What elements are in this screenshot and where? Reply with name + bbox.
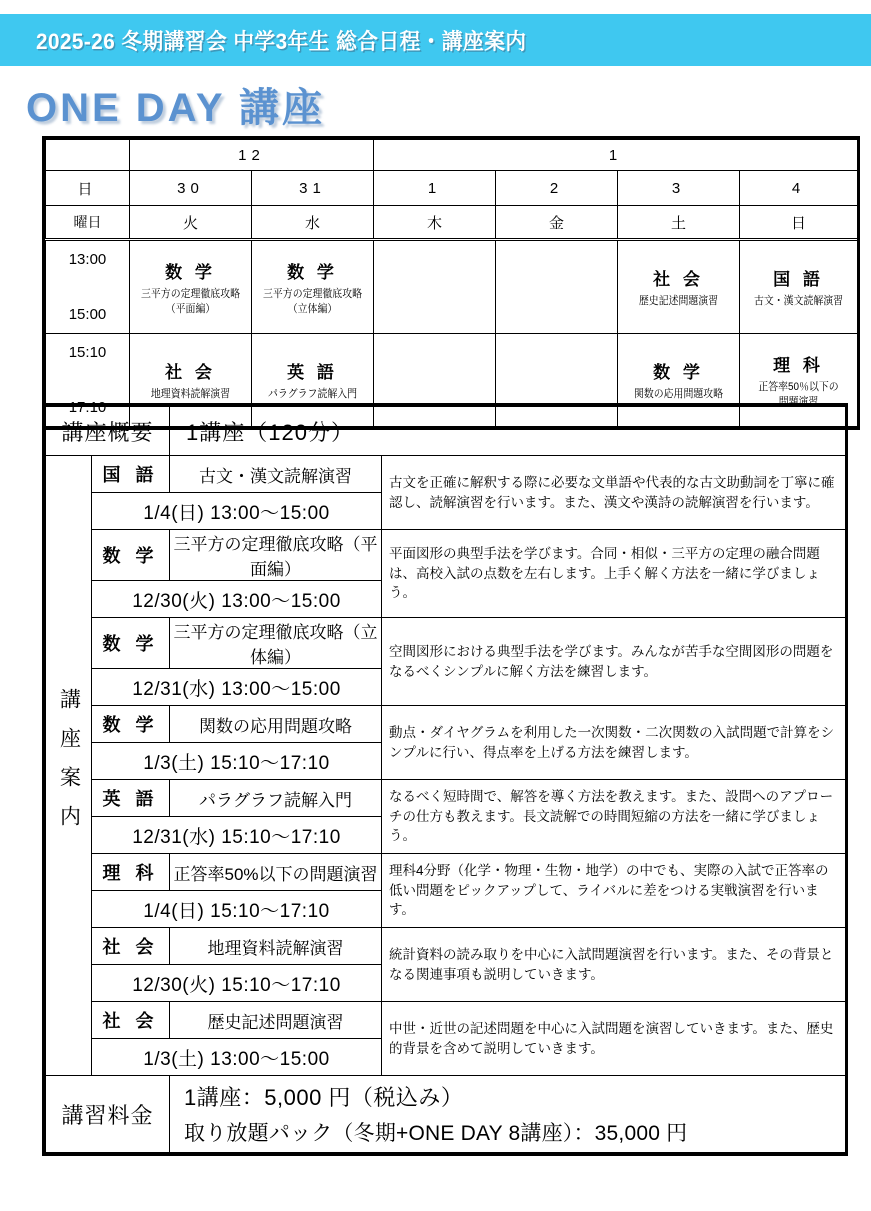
- course-row-5-title: [46, 854, 846, 891]
- schedule-month-row: [46, 140, 858, 171]
- course-4-title: パラグラフ読解入門: [170, 780, 382, 817]
- course-row-3-title: [46, 706, 846, 743]
- schedule-weekday-row: [46, 206, 858, 240]
- schedule-weekday-5: 日: [740, 206, 858, 240]
- course-1-title: 三平方の定理徹底攻略（平面編）: [170, 530, 382, 581]
- course-6-desc: 統計資料の読み取りを中心に入試問題演習を行います。また、その背景となる関連事項も説明していきます。: [382, 928, 846, 1002]
- course-3-desc: 動点・ダイヤグラムを利用した一次関数・二次関数の入試問題で計算をシンプルに行い、得点率を上げる方法を練習します。: [382, 706, 846, 780]
- schedule-cell-1-4-desc1: 関数の応用問題攻略: [633, 388, 724, 401]
- course-6-subject: 社 会: [92, 928, 170, 965]
- schedule-cell-0-1-desc1: 三平方の定理徹底攻略: [263, 287, 362, 300]
- course-0-desc: 古文を正確に解釈する際に必要な文単語や代表的な古文助動詞を丁寧に確認し、読解演習を行います。また、漢文や漢詩の読解演習を行います。: [382, 456, 846, 530]
- course-0-title: 古文・漢文読解演習: [170, 456, 382, 493]
- course-2-desc: 空間図形における典型手法を学びます。みんなが苦手な空間図形の問題をなるべくシンプルに解く方法を練習します。: [382, 618, 846, 706]
- course-7-subject: 社 会: [92, 1002, 170, 1039]
- course-2-date: 12/31(水) 13:00～15:00: [92, 669, 382, 706]
- course-5-date: 1/4(日) 15:10～17:10: [92, 891, 382, 928]
- price-pack: 取り放題パック（冬期+ONE DAY 8講座）：35,000 円: [184, 1122, 688, 1145]
- price-value: [170, 1076, 846, 1153]
- course-6-date: 12/30(火) 15:10～17:10: [92, 965, 382, 1002]
- course-4-desc: なるべく短時間で、解答を導く方法を教えます。また、設問へのアプローチの仕方も教えます。長文読解での時間短縮の方法を一緒に学びましょう。: [382, 780, 846, 854]
- schedule-time-0-end: 15:00: [68, 306, 107, 323]
- schedule-cell-0-1-subject: 数 学: [287, 262, 338, 282]
- courses-vertical-label: [46, 456, 92, 1076]
- course-5-desc: 理科4分野（化学・物理・生物・地学）の中でも、実際の入試で正答率の低い問題をピックアップして、ライバルに差をつける実戦演習を行います。: [382, 854, 846, 928]
- schedule-day-row: [46, 171, 858, 206]
- course-5-subject: 理 科: [92, 854, 170, 891]
- schedule-cell-0-4-desc1: 歴史記述問題演習: [638, 295, 719, 308]
- overview-value: 1講座（120分）: [170, 407, 846, 456]
- course-row-4-title: [46, 780, 846, 817]
- schedule-cell-0-2: [374, 240, 496, 334]
- schedule-cell-1-5-desc2: 問題演習: [778, 395, 819, 408]
- schedule-cell-0-0-desc1: 三平方の定理徹底攻略: [141, 287, 240, 300]
- schedule-cell-1-1-desc1: パラグラフ読解入門: [267, 388, 358, 401]
- schedule-cell-0-5: [740, 240, 858, 334]
- banner-title: 2025-26 冬期講習会 中学3年生 総合日程・講座案内: [36, 28, 527, 54]
- schedule-weekday-1: 水: [252, 206, 374, 240]
- course-row-1-title: [46, 530, 846, 581]
- schedule-table-container: [42, 136, 860, 430]
- page-title: ONE DAY 講座: [26, 86, 325, 130]
- schedule-cell-0-0: [130, 240, 252, 334]
- schedule-cell-0-4-subject: 社 会: [653, 270, 704, 290]
- course-detail-container: [42, 403, 848, 1156]
- schedule-month-12: 12: [130, 140, 374, 171]
- schedule-day-1: 31: [252, 171, 374, 206]
- schedule-cell-0-1: [252, 240, 374, 334]
- course-row-0-title: [46, 456, 846, 493]
- schedule-cell-1-4-subject: 数 学: [653, 363, 704, 383]
- course-row-6-title: [46, 928, 846, 965]
- schedule-day-label: 日: [46, 171, 130, 206]
- course-2-subject: 数 学: [92, 618, 170, 669]
- schedule-weekday-4: 土: [618, 206, 740, 240]
- schedule-month-1: 1: [374, 140, 858, 171]
- course-2-title: 三平方の定理徹底攻略（立体編）: [170, 618, 382, 669]
- price-row: [46, 1076, 846, 1153]
- schedule-day-4: 3: [618, 171, 740, 206]
- schedule-day-3: 2: [496, 171, 618, 206]
- course-4-date: 12/31(水) 15:10～17:10: [92, 817, 382, 854]
- course-detail-table: [45, 406, 846, 1153]
- schedule-cell-0-1-desc2: （立体編）: [287, 302, 338, 315]
- schedule-cell-0-4: [618, 240, 740, 334]
- course-0-subject: 国 語: [92, 456, 170, 493]
- course-1-subject: 数 学: [92, 530, 170, 581]
- course-1-date: 12/30(火) 13:00～15:00: [92, 581, 382, 618]
- schedule-time-1-end: 17:10: [68, 399, 107, 416]
- schedule-cell-0-0-subject: 数 学: [165, 262, 216, 282]
- price-single-course: 1講座：5,000 円（税込み）: [184, 1085, 464, 1110]
- course-4-subject: 英 語: [92, 780, 170, 817]
- overview-label: 講座概要: [46, 407, 170, 456]
- schedule-time-1-start: 15:10: [68, 344, 107, 361]
- schedule-cell-1-5-desc1: 正答率50％以下の: [758, 380, 839, 393]
- schedule-cell-1-0-subject: 社 会: [165, 363, 216, 383]
- course-1-desc: 平面図形の典型手法を学びます。合同・相似・三平方の定理の融合問題は、高校入試の点数を左右します。上手く解く方法を一緒に学びましょう。: [382, 530, 846, 618]
- schedule-cell-0-0-desc2: （平面編）: [165, 302, 216, 315]
- course-3-subject: 数 学: [92, 706, 170, 743]
- header-banner: [0, 14, 871, 66]
- course-row-7-title: [46, 1002, 846, 1039]
- schedule-cell-1-5-subject: 理 科: [773, 355, 824, 375]
- schedule-cell-0-5-desc1: 古文・漢文読解演習: [753, 295, 844, 308]
- schedule-weekday-label: 曜日: [46, 206, 130, 240]
- course-6-title: 地理資料読解演習: [170, 928, 382, 965]
- schedule-cell-0-5-subject: 国 語: [773, 270, 824, 290]
- schedule-weekday-3: 金: [496, 206, 618, 240]
- course-row-2-title: [46, 618, 846, 669]
- schedule-day-5: 4: [740, 171, 858, 206]
- schedule-cell-1-0-desc1: 地理資料読解演習: [150, 388, 231, 401]
- course-7-date: 1/3(土) 13:00～15:00: [92, 1039, 382, 1076]
- schedule-time-0: [46, 240, 130, 334]
- courses-vertical-label-text: 講座案内: [57, 687, 81, 844]
- schedule-day-0: 30: [130, 171, 252, 206]
- schedule-cell-1-1-subject: 英 語: [287, 363, 338, 383]
- schedule-day-2: 1: [374, 171, 496, 206]
- course-3-title: 関数の応用問題攻略: [170, 706, 382, 743]
- schedule-corner-cell: [46, 140, 130, 171]
- overview-row: [46, 407, 846, 456]
- course-5-title: 正答率50%以下の問題演習: [170, 854, 382, 891]
- schedule-weekday-0: 火: [130, 206, 252, 240]
- schedule-weekday-2: 木: [374, 206, 496, 240]
- schedule-time-0-start: 13:00: [68, 251, 107, 268]
- schedule-slot-row-0: [46, 240, 858, 334]
- price-label: 講習料金: [46, 1076, 170, 1153]
- course-7-desc: 中世・近世の記述問題を中心に入試問題を演習していきます。また、歴史的背景を含めて説明していきます。: [382, 1002, 846, 1076]
- course-3-date: 1/3(土) 15:10～17:10: [92, 743, 382, 780]
- schedule-table: [45, 139, 858, 427]
- course-7-title: 歴史記述問題演習: [170, 1002, 382, 1039]
- course-0-date: 1/4(日) 13:00～15:00: [92, 493, 382, 530]
- schedule-cell-0-3: [496, 240, 618, 334]
